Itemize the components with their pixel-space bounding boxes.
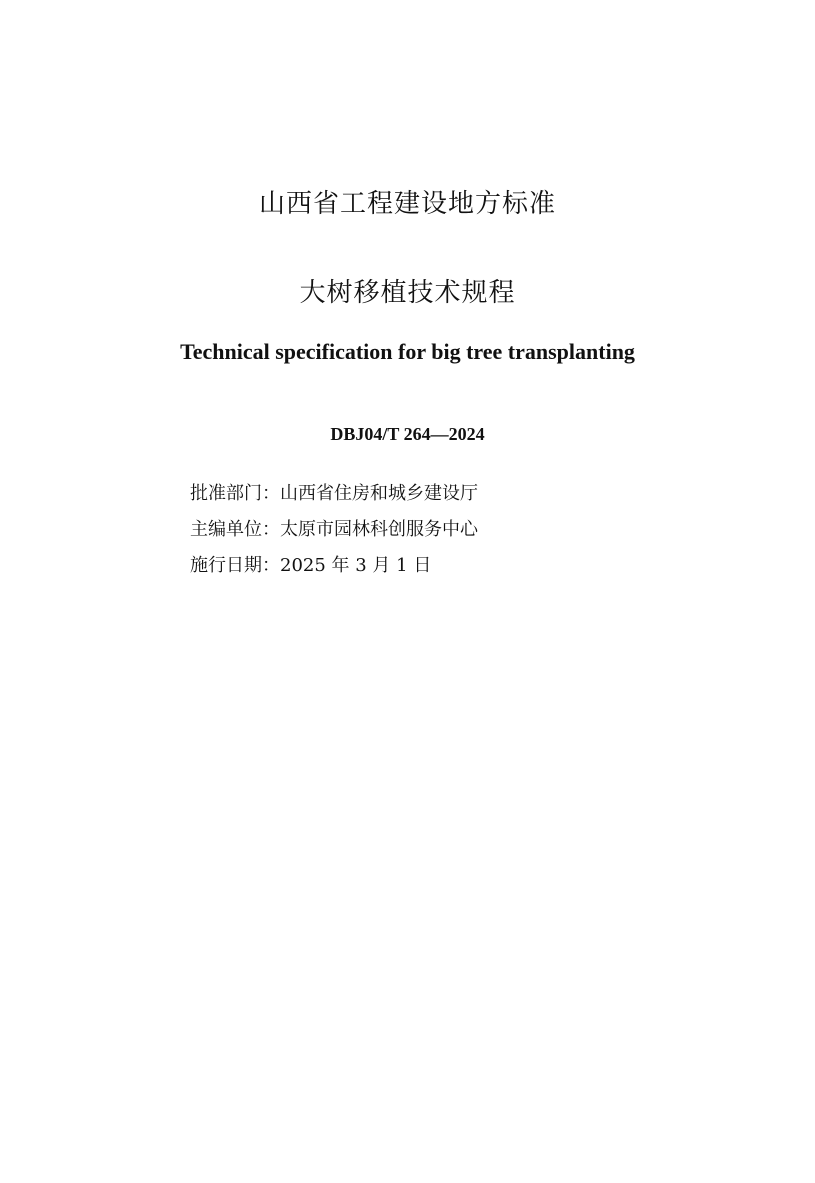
chief-editor-value: 太原市园林科创服务中心	[280, 519, 478, 540]
chief-editor-label: 主编单位：	[190, 519, 280, 540]
effective-date-row	[190, 548, 478, 584]
approval-department-value: 山西省住房和城乡建设厅	[280, 483, 478, 504]
approval-department-label: 批准部门：	[190, 483, 280, 504]
effective-date-value: 2025 年 3 月 1 日	[280, 555, 432, 576]
standard-title-en: Technical specification for big tree transplanting	[180, 339, 635, 364]
effective-date-label: 施行日期：	[190, 555, 280, 576]
chief-editor-row	[190, 512, 478, 548]
approval-department-row	[190, 476, 478, 512]
standard-title-cn: 大树移植技术规程	[299, 278, 516, 308]
org-title: 山西省工程建设地方标准	[258, 189, 556, 219]
standard-code: DBJ04/T 264—2024	[330, 424, 485, 444]
metadata-block	[190, 476, 478, 584]
